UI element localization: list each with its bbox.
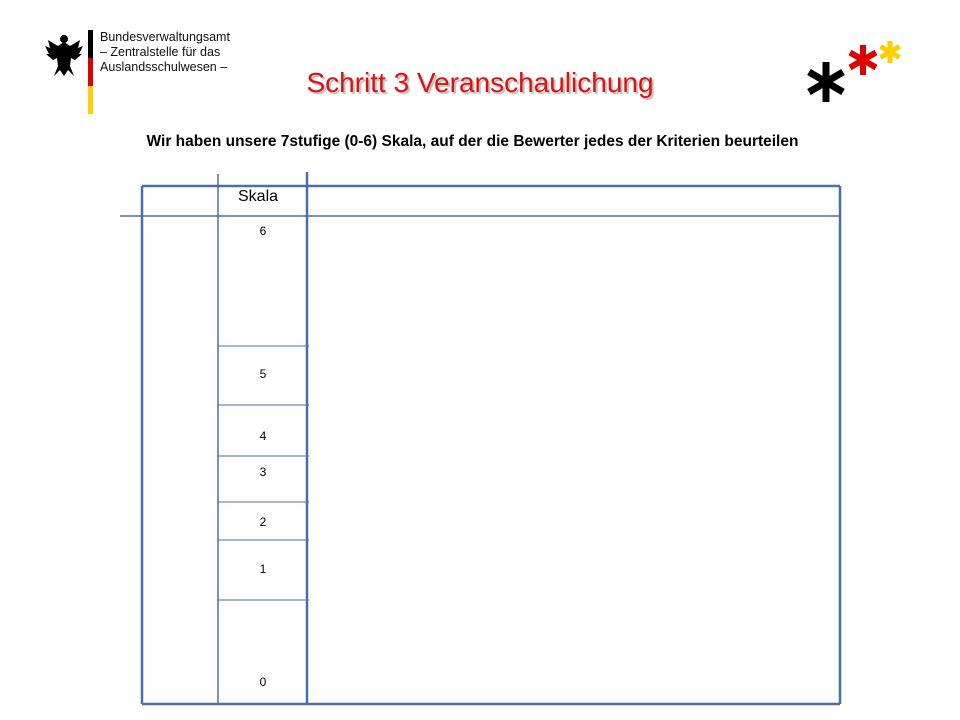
scale-level-0: 0 [259, 675, 267, 689]
scale-level-3: 3 [259, 465, 267, 479]
scale-level-6: 6 [259, 224, 267, 238]
scale-level-2: 2 [259, 515, 267, 529]
three-asterisks-icon [800, 36, 910, 112]
org-line-2: – Zentralstelle für das [100, 45, 221, 59]
scale-level-5: 5 [259, 367, 267, 381]
scale-grid [120, 170, 842, 710]
scale-level-1: 1 [259, 562, 267, 576]
scale-level-4: 4 [259, 429, 267, 443]
slide-title-text: Schritt 3 Veranschaulichung [306, 67, 654, 98]
scale-table [120, 170, 842, 710]
scale-header: Skala [238, 188, 279, 205]
scale-description: Wir haben unsere 7stufige (0-6) Skala, auf der die Bewerter jedes der Kriterien beurteilen [146, 133, 799, 150]
org-line-1: Bundesverwaltungsamt [100, 30, 230, 44]
org-line-3: Auslandsschulwesen – [100, 60, 228, 74]
